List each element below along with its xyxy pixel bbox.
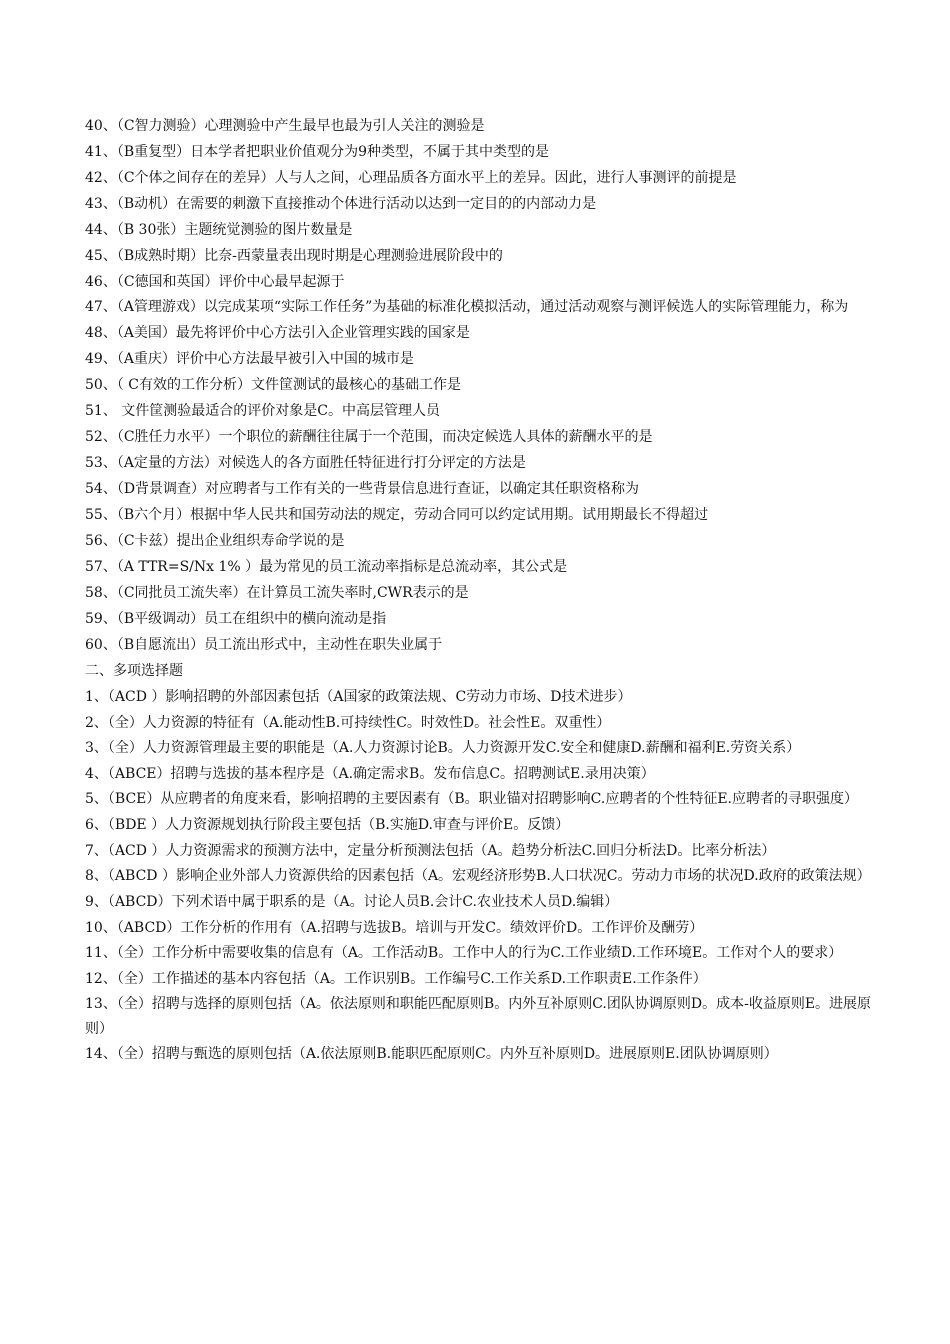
multi-question-9: 9、（ABCD）下列术语中属于职系的是（A。讨论人员B.会计C.农业技术人员D.编辑）: [85, 894, 619, 910]
multi-question-13: 13、（全）招聘与选择的原则包括（A。依法原则和职能匹配原则B。内外互补原则C.团队协调原则D。成本-收益原则E。进展原则）: [85, 996, 872, 1037]
question-44: 44、（B 30张）主题统觉测验的图片数量是: [85, 222, 353, 238]
question-60: 60、（B自愿流出）员工流出形式中，主动性在职失业属于: [85, 637, 443, 653]
multi-question-4: 4、（ABCE）招聘与选拔的基本程序是（A.确定需求B。发布信息C。招聘测试E.录用决策）: [85, 766, 655, 782]
question-57: 57、（A TTR=S/Nx 1% ）最为常见的员工流动率指标是总流动率，其公式是: [85, 559, 568, 575]
document-page: [85, 113, 875, 1067]
multi-question-8: 8、（ABCD ）影响企业外部人力资源供给的因素包括（A。宏观经济形势B.人口状况C。劳动力市场的状况D.政府的政策法规）: [85, 868, 871, 884]
question-46: 46、（C德国和英国）评价中心最早起源于: [85, 274, 345, 290]
question-53: 53、（A定量的方法）对候选人的各方面胜任特征进行打分评定的方法是: [85, 455, 526, 471]
question-49: 49、（A重庆）评价中心方法最早被引入中国的城市是: [85, 351, 414, 367]
multi-question-11: 11、（全）工作分析中需要收集的信息有（A。工作活动B。工作中人的行为C.工作业绩D.工作环境E。工作对个人的要求）: [85, 945, 843, 961]
question-59: 59、（B平级调动）员工在组织中的横向流动是指: [85, 611, 387, 627]
question-56: 56、（C卡兹）提出企业组织寿命学说的是: [85, 533, 345, 549]
multi-question-6: 6、（BDE ）人力资源规划执行阶段主要包括（B.实施D.审查与评价E。反馈）: [85, 817, 570, 833]
question-55: 55、（B六个月）根据中华人民共和国劳动法的规定，劳动合同可以约定试用期。试用期最长不得超过: [85, 507, 709, 523]
question-42: 42、（C个体之间存在的差异）人与人之间，心理品质各方面水平上的差异。因此，进行人事测评的前提是: [85, 170, 737, 186]
question-40: 40、（C智力测验）心理测验中产生最早也最为引人关注的测验是: [85, 118, 485, 134]
multi-question-5: 5、（BCE）从应聘者的角度来看，影响招聘的主要因素有（B。职业锚对招聘影响C.应聘者的个性特征E.应聘者的寻职强度）: [85, 791, 859, 807]
question-50: 50、（ C有效的工作分析）文件筐测试的最核心的基础工作是: [85, 377, 461, 393]
multi-question-7: 7、（ACD ）人力资源需求的预测方法中，定量分析预测法包括（A。趋势分析法C.回归分析法D。比率分析法）: [85, 843, 776, 859]
question-43: 43、（B动机）在需要的刺激下直接推动个体进行活动以达到一定目的的内部动力是: [85, 196, 597, 212]
multi-question-1: 1、（ACD ）影响招聘的外部因素包括（A国家的政策法规、C劳动力市场、D技术进步）: [85, 689, 632, 705]
multi-question-3: 3、（全）人力资源管理最主要的职能是（A.人力资源讨论B。人力资源开发C.安全和健康D.薪酬和福利E.劳资关系）: [85, 740, 801, 756]
question-52: 52、（C胜任力水平）一个职位的薪酬往往属于一个范围，而决定候选人具体的薪酬水平的是: [85, 429, 653, 445]
section-title-multiple-choice: 二、多项选择题: [85, 663, 183, 679]
multi-question-2: 2、（全）人力资源的特征有（A.能动性B.可持续性C。时效性D。社会性E。双重性）: [85, 715, 611, 731]
question-54: 54、（D背景调查）对应聘者与工作有关的一些背景信息进行查证，以确定其任职资格称为: [85, 481, 640, 497]
question-58: 58、（C同批员工流失率）在计算员工流失率时,CWR表示的是: [85, 585, 469, 601]
multi-question-10: 10、（ABCD）工作分析的作用有（A.招聘与选拔B。培训与开发C。绩效评价D。工作评价及酬劳）: [85, 920, 704, 936]
question-45: 45、（B成熟时期）比奈-西蒙量表出现时期是心理测验进展阶段中的: [85, 248, 503, 264]
question-47: 47、（A管理游戏）以完成某项“实际工作任务”为基础的标准化模拟活动，通过活动观察与测评候选人的实际管理能力，称为: [85, 299, 849, 315]
multi-question-12: 12、（全）工作描述的基本内容包括（A。工作识别B。工作编号C.工作关系D.工作职责E.工作条件）: [85, 971, 707, 987]
question-41: 41、（B重复型）日本学者把职业价值观分为9种类型，不属于其中类型的是: [85, 144, 550, 160]
question-51: 51、 文件筐测验最适合的评价对象是C。中高层管理人员: [85, 403, 440, 419]
question-48: 48、（A美国）最先将评价中心方法引入企业管理实践的国家是: [85, 325, 470, 341]
multi-question-14: 14、（全）招聘与甄选的原则包括（A.依法原则B.能职匹配原则C。内外互补原则D。进展原则E.团队协调原则）: [85, 1046, 778, 1062]
